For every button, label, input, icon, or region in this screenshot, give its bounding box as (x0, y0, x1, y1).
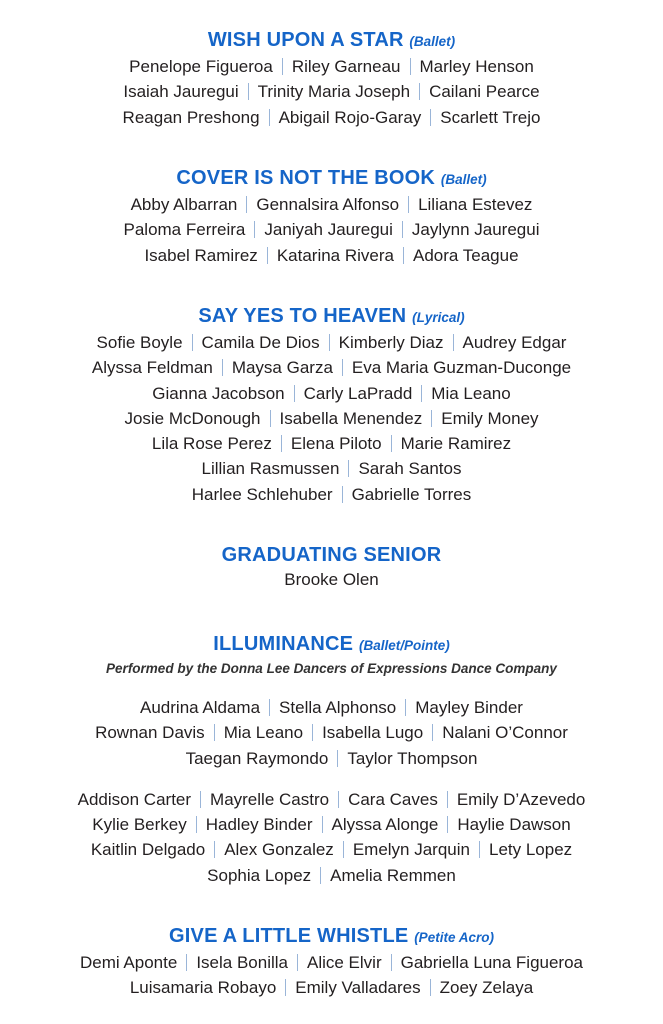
cast-list (0, 192, 663, 268)
name-separator (269, 109, 270, 126)
name-separator (410, 58, 411, 75)
dancer-name: Isabella Menendez (279, 408, 423, 428)
name-separator (430, 109, 431, 126)
dancer-name: Emelyn Jarquin (352, 840, 470, 860)
dancer-name: Audrey Edgar (462, 333, 567, 352)
dancer-name: Isabella Lugo (322, 723, 424, 743)
name-separator (337, 750, 338, 767)
section-title (0, 28, 663, 54)
name-row (0, 695, 663, 720)
dancer-name: Sofie Boyle (96, 333, 183, 352)
dancer-name: Janiyah Jauregui (264, 220, 393, 240)
name-separator (269, 699, 270, 716)
dancer-name: Josie McDonough (124, 408, 261, 428)
name-separator (246, 196, 247, 213)
dancer-name: Mia Leano (431, 383, 511, 403)
dancer-name: Marley Henson (419, 57, 534, 76)
dancer-name: Abigail Rojo-Garay (278, 107, 422, 127)
name-separator (254, 221, 255, 238)
section-title (0, 924, 663, 950)
name-separator (421, 385, 422, 402)
name-row (0, 567, 663, 592)
dancer-name: Liliana Estevez (418, 195, 533, 214)
name-row (0, 950, 663, 975)
name-separator (214, 841, 215, 858)
dancer-name: Gabrielle Torres (351, 484, 472, 504)
dancer-name: Kaitlin Delgado (90, 840, 206, 860)
name-row (0, 79, 663, 104)
section-title-text: GRADUATING SENIOR (221, 544, 442, 566)
dancer-name: Elena Piloto (290, 434, 382, 454)
name-row (0, 787, 663, 812)
section-wish-upon-a-star (0, 28, 663, 130)
name-row (0, 54, 663, 79)
dancer-name: Reagan Preshong (122, 107, 260, 127)
name-separator (431, 410, 432, 427)
name-row (0, 456, 663, 481)
dancer-name: Emily Valladares (295, 978, 421, 998)
name-row (0, 105, 663, 130)
dancer-name: Addison Carter (77, 789, 192, 809)
dance-style-label: (Ballet) (440, 172, 487, 187)
dancer-name: Scarlett Trejo (440, 107, 541, 127)
dancer-name: Maysa Garza (231, 358, 333, 378)
dancer-name: Brooke Olen (284, 570, 379, 589)
name-row (0, 381, 663, 406)
name-separator (405, 699, 406, 716)
section-title-text: COVER IS NOT THE BOOK (176, 167, 436, 189)
dancer-name: Haylie Dawson (457, 815, 571, 835)
dancer-name: Kylie Berkey (92, 815, 187, 835)
dancer-name: Trinity Maria Joseph (257, 82, 411, 102)
name-separator (320, 867, 321, 884)
dancer-name: Cailani Pearce (429, 82, 540, 102)
dancer-name: Riley Garneau (291, 57, 401, 76)
dancer-name: Harlee Schlehuber (191, 484, 333, 504)
name-row (0, 431, 663, 456)
dancer-name: Audrina Aldama (140, 698, 261, 717)
dancer-name: Alyssa Feldman (91, 358, 213, 378)
name-separator (200, 791, 201, 808)
name-separator (282, 58, 283, 75)
name-separator (338, 791, 339, 808)
section-title (0, 632, 663, 658)
name-separator (322, 816, 323, 833)
section-title-text: GIVE A LITTLE WHISTLE (169, 925, 409, 947)
dance-style-label: (Ballet/Pointe) (358, 638, 450, 653)
dancer-name: Gabriella Luna Figueroa (400, 953, 584, 972)
name-separator (343, 841, 344, 858)
name-separator (403, 247, 404, 264)
dancer-name: Isaiah Jauregui (123, 82, 239, 102)
dancer-name: Alice Elvir (306, 953, 382, 972)
name-separator (297, 954, 298, 971)
name-separator (222, 359, 223, 376)
name-separator (391, 435, 392, 452)
name-separator (408, 196, 409, 213)
name-row (0, 812, 663, 837)
dancer-name: Luisamaria Robayo (129, 978, 277, 998)
name-separator (270, 410, 271, 427)
dancer-name: Paloma Ferreira (123, 220, 246, 240)
dancer-name: Isela Bonilla (196, 953, 288, 972)
cast-list (0, 330, 663, 507)
name-separator (267, 247, 268, 264)
name-separator (402, 221, 403, 238)
name-row (0, 720, 663, 745)
name-separator (430, 979, 431, 996)
name-row (0, 330, 663, 355)
name-separator (196, 816, 197, 833)
name-separator (281, 435, 282, 452)
dancer-name: Hadley Binder (205, 815, 313, 835)
name-row (0, 192, 663, 217)
dancer-name: Lety Lopez (488, 840, 573, 860)
name-row (0, 746, 663, 771)
name-separator (342, 486, 343, 503)
name-separator (294, 385, 295, 402)
dancer-name: Mayrelle Castro (210, 789, 330, 809)
section-title (0, 166, 663, 192)
section-say-yes-to-heaven (0, 304, 663, 507)
section-title-text: WISH UPON A STAR (207, 29, 404, 51)
name-separator (447, 816, 448, 833)
cast-list (0, 567, 663, 592)
dancer-name: Isabel Ramirez (144, 245, 258, 265)
dancer-name: Marie Ramirez (400, 434, 512, 454)
dancer-name: Gianna Jacobson (152, 383, 285, 403)
dancer-name: Lillian Rasmussen (201, 459, 340, 479)
dancer-name: Amelia Remmen (330, 865, 456, 885)
name-separator (214, 724, 215, 741)
name-separator (453, 334, 454, 351)
name-separator (432, 724, 433, 741)
section-title (0, 304, 663, 330)
name-row (0, 217, 663, 242)
dancer-name: Emily Money (441, 408, 539, 428)
cast-list-group-2 (0, 787, 663, 888)
dancer-name: Carly LaPradd (303, 383, 413, 403)
name-separator (479, 841, 480, 858)
dancer-name: Rownan Davis (95, 723, 205, 743)
dancer-name: Alyssa Alonge (331, 815, 439, 835)
name-row (0, 975, 663, 1000)
name-row (0, 482, 663, 507)
dancer-name: Sarah Santos (358, 459, 462, 479)
dancer-name: Emily D’Azevedo (456, 789, 586, 809)
section-graduating-senior (0, 543, 663, 592)
dancer-name: Cara Caves (348, 789, 438, 809)
name-row (0, 355, 663, 380)
dance-style-label: (Petite Acro) (414, 930, 494, 945)
name-separator (391, 954, 392, 971)
dancer-name: Lila Rose Perez (151, 434, 272, 454)
dancer-name: Eva Maria Guzman-Duconge (351, 358, 572, 378)
name-row (0, 406, 663, 431)
dancer-name: Mia Leano (223, 723, 304, 743)
section-title-text: ILLUMINANCE (213, 633, 354, 655)
cast-list-group-1 (0, 695, 663, 771)
dancer-name: Adora Teague (412, 245, 519, 265)
dancer-name: Zoey Zelaya (439, 978, 534, 998)
dancer-name: Kimberly Diaz (338, 333, 444, 352)
dancer-name: Sophia Lopez (207, 865, 312, 885)
name-separator (342, 359, 343, 376)
section-title-text: SAY YES TO HEAVEN (198, 305, 407, 327)
section-title (0, 543, 663, 567)
section-illuminance (0, 632, 663, 888)
name-row (0, 837, 663, 862)
section-give-a-little-whistle (0, 924, 663, 1001)
name-separator (348, 460, 349, 477)
name-separator (329, 334, 330, 351)
dancer-name: Abby Albarran (130, 195, 238, 214)
name-separator (248, 83, 249, 100)
dancer-name: Penelope Figueroa (129, 57, 273, 76)
dancer-name: Mayley Binder (415, 698, 523, 717)
dancer-name: Demi Aponte (79, 953, 178, 972)
name-separator (447, 791, 448, 808)
name-separator (419, 83, 420, 100)
dancer-name: Katarina Rivera (276, 245, 394, 265)
dancer-name: Nalani O’Connor (442, 723, 568, 743)
name-row (0, 243, 663, 268)
section-cover-is-not-the-book (0, 166, 663, 268)
name-row (0, 863, 663, 888)
dancer-name: Gennalsira Alfonso (256, 195, 400, 214)
dancer-name: Stella Alphonso (279, 698, 397, 717)
dancer-name: Taegan Raymondo (185, 748, 329, 768)
dance-style-label: (Ballet) (409, 34, 456, 49)
cast-list (0, 54, 663, 130)
performer-credit: Performed by the Donna Lee Dancers of Expressions Dance Company (106, 661, 557, 676)
name-separator (192, 334, 193, 351)
dancer-name: Taylor Thompson (347, 748, 478, 768)
cast-list (0, 950, 663, 1001)
name-separator (312, 724, 313, 741)
dance-style-label: (Lyrical) (412, 310, 465, 325)
name-separator (285, 979, 286, 996)
dancer-name: Alex Gonzalez (224, 840, 334, 860)
name-separator (186, 954, 187, 971)
dancer-name: Jaylynn Jauregui (411, 220, 540, 240)
dancer-name: Camila De Dios (201, 333, 320, 352)
